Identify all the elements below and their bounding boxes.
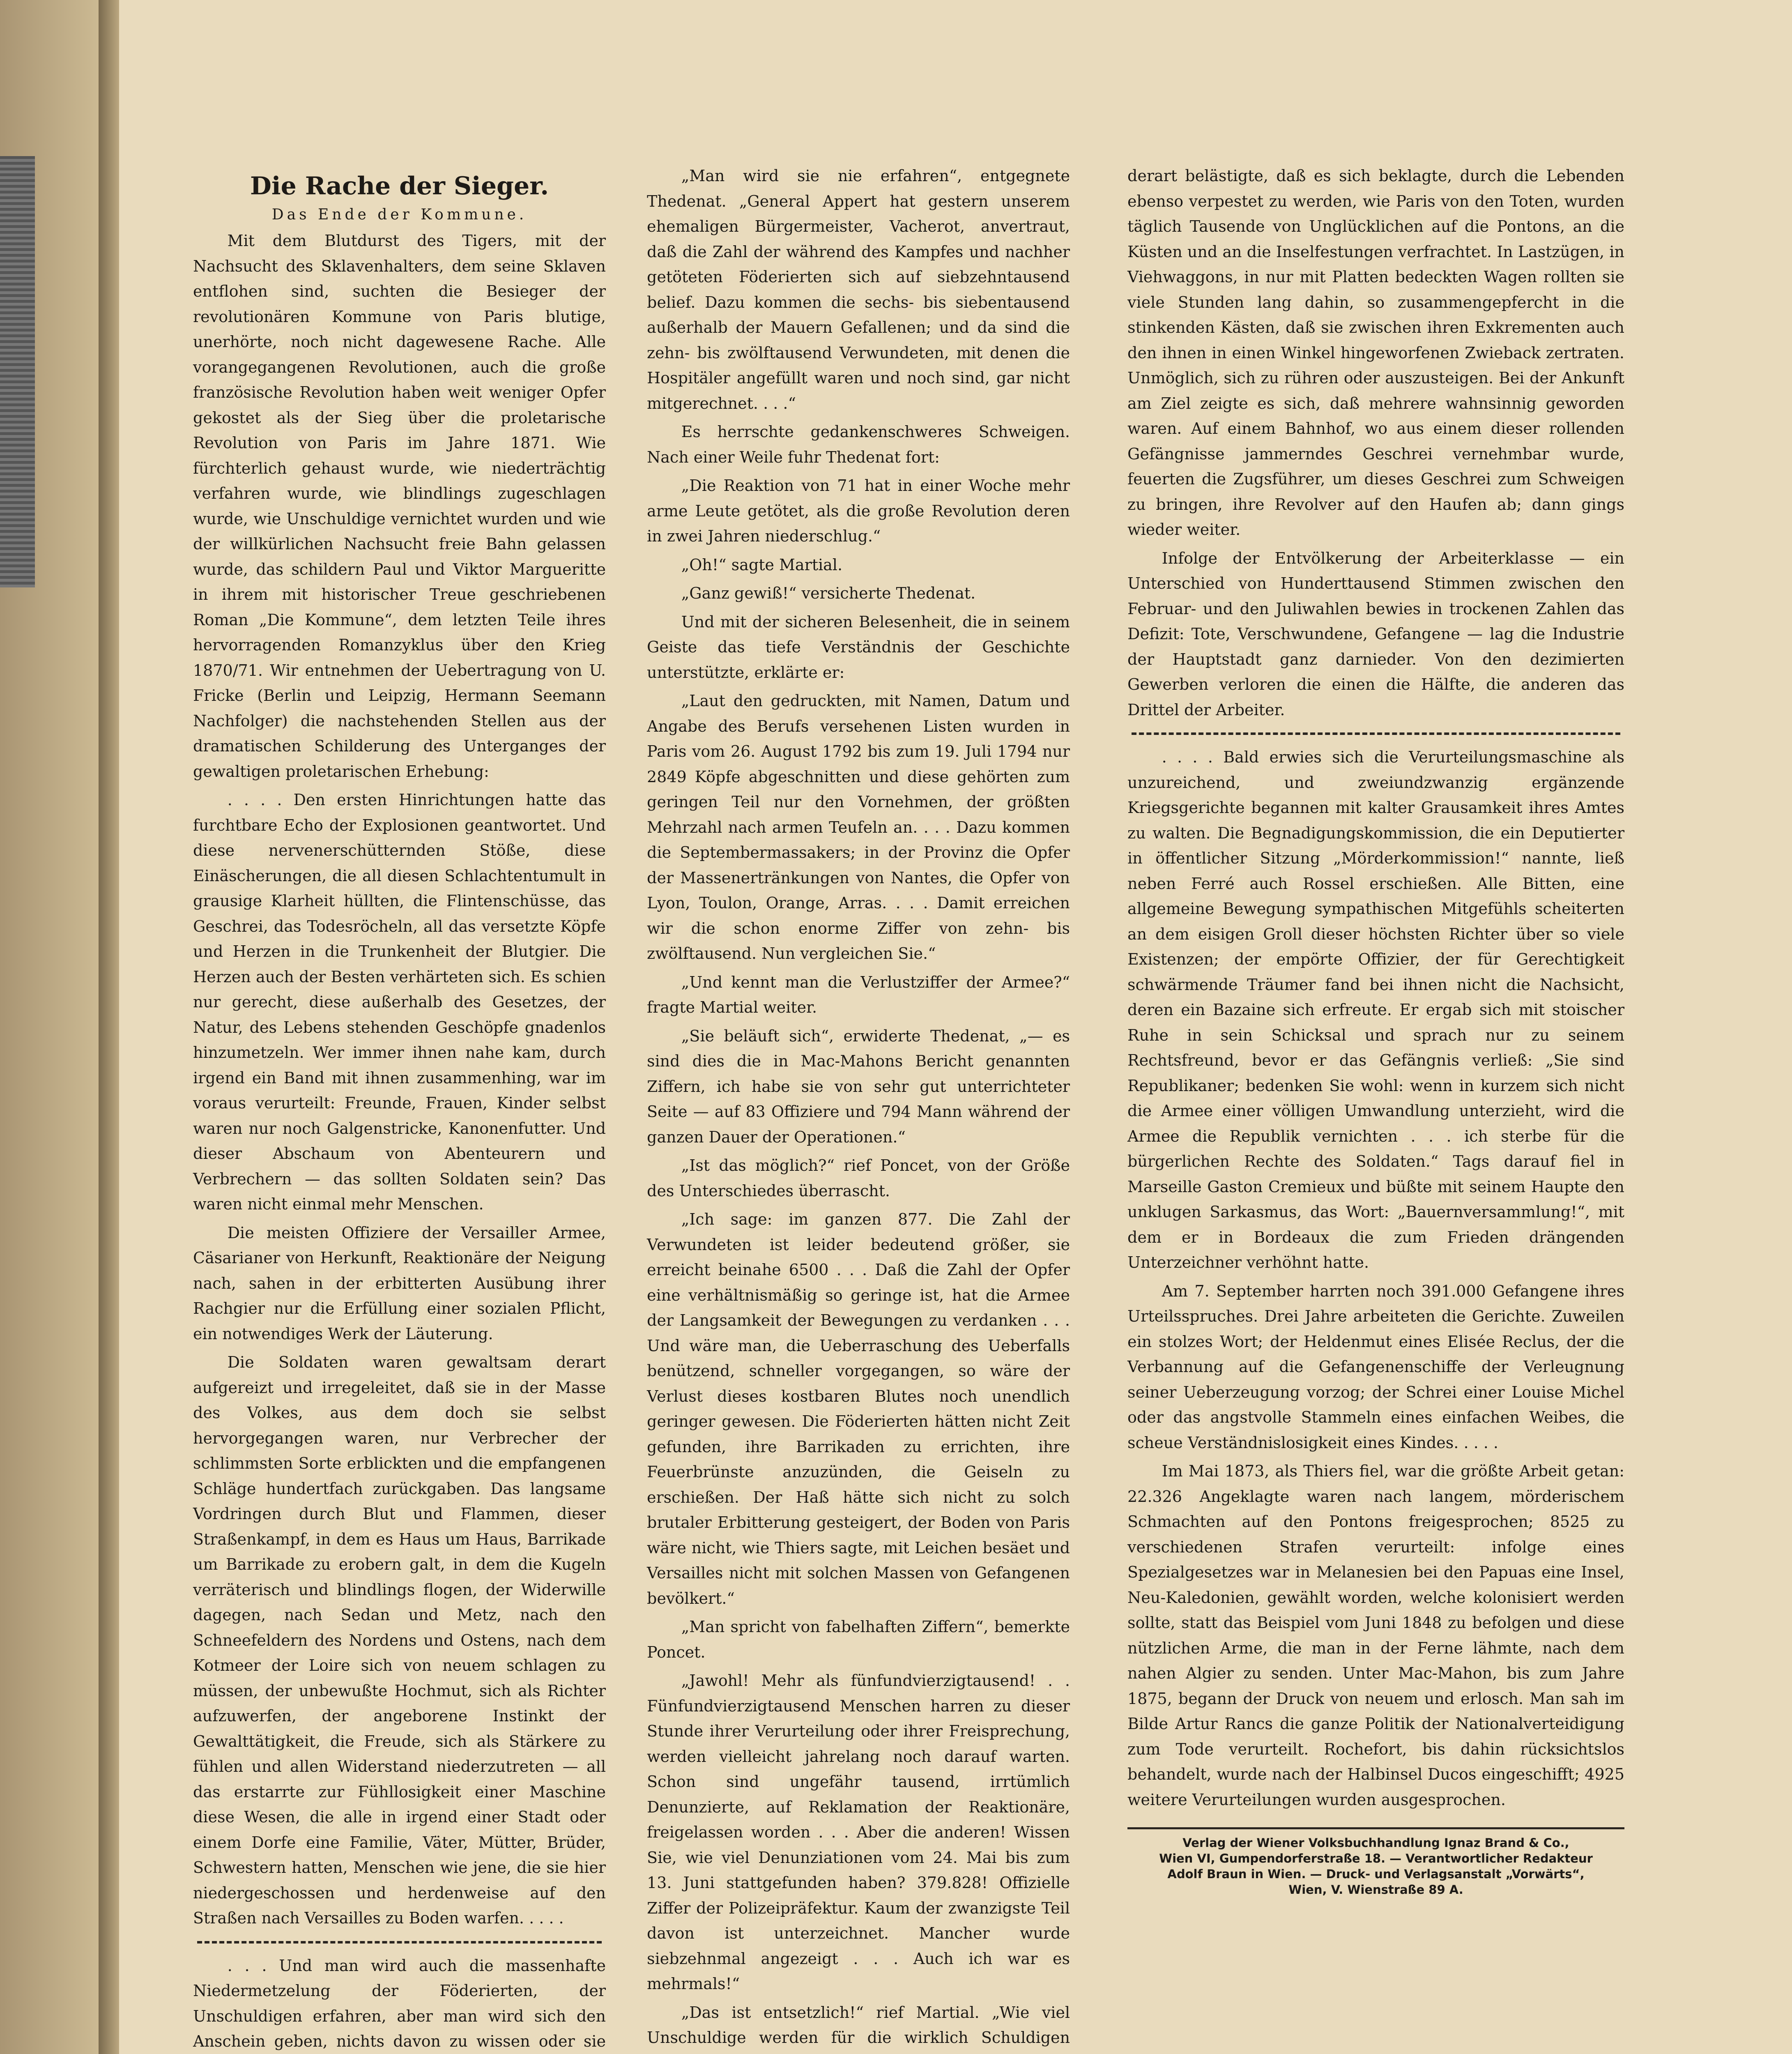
article-subtitle: Das Ende der Kommune. xyxy=(271,206,527,223)
paragraph: Infolge der Entvölkerung der Arbeiterklasse — ein Unterschied von Hunderttausend Stimmen zwischen den Februar- und den Juliwahlen bewies in trockenen Zahlen das Defizit: Tote, Verschwundene, Gefangene — lag die Industrie der Hauptstadt ganz darnieder. Von den dezimierten Gewerben verloren die einen die Hälfte, die anderen das Drittel der Arbeiter. xyxy=(1127,549,1624,719)
paragraph: „Ich sage: im ganzen 877. Die Zahl der Verwundeten ist leider bedeutend größer, sie erreicht beinahe 6500 . . . Daß die Zahl der Opfer eine verhältnismäßig so geringe ist, hat die Armee der Langsamkeit der Bewegungen zu verdanken . . . Und wäre man, die Ueberraschung des Ueberfalls benützend, schneller vorgegangen, so wäre der Verlust dieses kostbaren Blutes noch unendlich geringer gewesen. Die Föderierten hätten nicht Zeit gefunden, ihre Barrikaden zu errichten, ihre Feuerbrünste anzuzünden, die Geiseln zu erschießen. Der Haß hätte sich nicht zu solch brutaler Erbitterung gesteigert, der Boden von Paris wäre nicht, wie Thiers sagte, mit Leichen besäet und Versailles nicht mit solchen Massen von Gefangenen bevölkert.“ xyxy=(647,1210,1070,1607)
imprint-line: Wien VI, Gumpendorferstraße 18. — Verantwortlicher Redakteur xyxy=(1159,1851,1593,1865)
adjacent-page-image xyxy=(0,156,35,587)
paragraph: Die meisten Offiziere der Versailler Armee, Cäsarianer von Herkunft, Reaktionäre der Neigung nach, sahen in der erbitterten Ausübung ihrer Rachgier nur die Erfüllung einer sozialen Pflicht, ein notwendiges Werk der Läuterung. xyxy=(193,1223,606,1343)
section-separator xyxy=(197,1941,602,1943)
paragraph: „Sie beläuft sich“, erwiderte Thedenat, „— es sind dies die in Mac-Mahons Bericht genannten Ziffern, ich habe sie von sehr gut unterrichteter Seite — auf 83 Offiziere und 794 Mann während der ganzen Dauer der Operationen.“ xyxy=(647,1027,1070,1146)
paragraph: „Und kennt man die Verlustziffer der Armee?“ fragte Martial weiter. xyxy=(647,973,1070,1016)
paragraph: „Oh!“ sagte Martial. xyxy=(681,555,843,574)
paragraph: . . . . Bald erwies sich die Verurteilungsmaschine als unzureichend, und zweiundzwanzig ergänzende Kriegsgerichte begannen mit kalter Grausamkeit ihres Amtes zu walten. Die Begnadigungskommission, die ein Deputierter in öffentlicher Sitzung „Mörderkommission!“ nannte, ließ neben Ferré auch Rossel erschießen. Alle Bitten, eine allgemeine Bewegung sympathischen Mitgefühls scheiterten an dem eisigen Groll dieser höchsten Richter über so viele Existenzen; der empörte Offizier, der für Gerechtigkeit schwärmende Träumer fand bei ihnen nicht die Nachsicht, deren ein Bazaine sich erfreute. Er ergab sich mit stoischer Ruhe in sein Schicksal und sprach nur zu seinem Rechtsfreund, bevor er das Gefängnis verließ: „Sie sind Republikaner; bedenken Sie wohl: wenn in kurzem sich nicht die Armee einer völligen Umwandlung unterzieht, wird die Armee die Republik vernichten . . . ich sterbe für die bürgerlichen Rechte des Soldaten.“ Tags darauf fiel in Marseille Gaston Cremieux und büßte mit seinem Haupte den unklugen Sarkasmus, das Wort: „Bauernversammlung!“, mit dem er in Bordeaux die zum Frieden drängenden Unterzeichner verhöhnt hatte. xyxy=(1127,748,1624,1271)
paragraph: „Laut den gedruckten, mit Namen, Datum und Angabe des Berufs versehenen Listen wurden in Paris vom 26. August 1792 bis zum 19. Juli 1794 nur 2849 Köpfe abgeschnitten und diese gehörten zum geringen Teil nur den Vornehmen, der größten Mehrzahl nach armen Teufeln an. . . . Dazu kommen die Septembermassakers; in der Provinz die Opfer der Massenertränkungen von Nantes, die Opfer von Lyon, Toulon, Orange, Arras. . . . Damit erreichen wir die schon enorme Ziffer von zehn- bis zwölftausend. Nun vergleichen Sie.“ xyxy=(647,692,1070,963)
paragraph: „Die Reaktion von 71 hat in einer Woche mehr arme Leute getötet, als die große Revolution deren in zwei Jahren niederschlug.“ xyxy=(647,477,1070,545)
paragraph: „Man spricht von fabelhaften Ziffern“, bemerkte Poncet. xyxy=(647,1618,1070,1661)
paragraph: „Das ist entsetzlich!“ rief Martial. „Wie viel Unschuldige werden für die wirklich Schuldigen xyxy=(647,2003,1070,2047)
imprint-line: Wien, V. Wienstraße 89 A. xyxy=(1288,1883,1463,1897)
paragraph: Es herrschte gedankenschweres Schweigen. Nach einer Weile fuhr Thedenat fort: xyxy=(647,423,1070,466)
paragraph: Und mit der sicheren Belesenheit, die in seinem Geiste das tiefe Verständnis der Geschichte unterstützte, erklärte er: xyxy=(647,613,1070,682)
article-title: Die Rache der Sieger. xyxy=(250,172,549,200)
column-3 xyxy=(1127,0,1624,2054)
paragraph: . . . Und man wird auch die massenhafte Niedermetzelung der Föderierten, der Unschuldigen erfahren, aber man wird sich den Anschein geben, nichts davon zu wissen oder sie xyxy=(193,1956,606,2050)
section-separator xyxy=(1132,732,1620,735)
publisher-imprint xyxy=(1127,1835,1624,1897)
paragraph: derart belästigte, daß es sich beklagte, durch die Lebenden ebenso verpestet zu werden, wie Paris von den Toten, wurden täglich Tausende von Unglücklichen auf die Pontons, an die Küsten und an die Inselfestungen verfrachtet. In Lastzügen, in Viehwaggons, in nur mit Platten bedeckten Wagen rollten sie viele Stunden lang dahin, so zusammengepfercht in die stinkenden Kästen, daß sie zwischen ihren Exkrementen auch den ihnen in einen Winkel hingeworfenen Zwieback zertraten. Unmöglich, sich zu rühren oder auszusteigen. Bei der Ankunft am Ziel zeigte es sich, daß mehrere wahnsinnig geworden waren. Auf einem Bahnhof, wo aus einem dieser rollenden Gefängnisse jammerndes Geschrei vernehmbar wurde, feuerten die Zugsführer, um dieses Geschrei zum Schweigen zu bringen, ihre Revolver auf den Haufen ab; dann gings wieder weiter. xyxy=(1127,167,1624,539)
paragraph: „Ganz gewiß!“ versicherte Thedenat. xyxy=(681,584,976,602)
paragraph: „Ist das möglich?“ rief Poncet, von der Größe des Unterschiedes überrascht. xyxy=(647,1156,1070,1200)
column-1 xyxy=(193,0,606,2054)
imprint-line: Adolf Braun in Wien. — Druck- und Verlagsanstalt „Vorwärts“, xyxy=(1167,1867,1585,1881)
column-2 xyxy=(647,0,1070,2054)
paragraph: „Jawohl! Mehr als fünfundvierzigtausend! . . Fünfundvierzigtausend Menschen harren zu dieser Stunde ihrer Verurteilung oder ihrer Freisprechung, werden vielleicht jahrelang noch darauf warten. Schon sind ungefähr tausend, irrtümlich Denunzierte, auf Reklamation der Reaktionäre, freigelassen worden . . . Aber die anderen! Wissen Sie, wie viel Denunziationen vom 24. Mai bis zum 13. Juni stattgefunden haben? 379.828! Offizielle Ziffer der Polizeipräfektur. Kaum der zwanzigste Teil davon ist unterzeichnet. Mancher wurde siebzehnmal angezeigt . . . Auch ich war es mehrmals!“ xyxy=(647,1672,1070,1993)
paragraph: Am 7. September harrten noch 391.000 Gefangene ihres Urteilsspruches. Drei Jahre arbeiteten die Gerichte. Zuweilen ein stolzes Wort; der Heldenmut eines Elisée Reclus, der die Verbannung auf die Gefangenenschiffe der Verleugnung seiner Ueberzeugung vorzog; der Schrei einer Louise Michel oder das angstvolle Stammeln eines einfachen Weibes, die scheue Verständnislosigkeit eines Kindes. . . . . xyxy=(1127,1282,1624,1452)
imprint-rule xyxy=(1127,1827,1624,1829)
paragraph: Die Soldaten waren gewaltsam derart aufgereizt und irregeleitet, daß sie in der Masse des Volkes, aus dem doch sie selbst hervorgegangen waren, nur Verbrecher der schlimmsten Sorte erblickten und die empfangenen Schläge hundertfach zurückgaben. Das langsame Vordringen durch Blut und Flammen, dieser Straßenkampf, in dem es Haus um Haus, Barrikade um Barrikade zu erobern galt, in dem die Kugeln verräterisch und blindlings flogen, der Widerwille dagegen, nach Sedan und Metz, nach den Schneefeldern des Nordens und Ostens, nach dem Kotmeer der Loire sich von neuem schlagen zu müssen, der unbewußte Hochmut, sich als Richter aufzuwerfen, der angeborene Instinkt der Gewalttätigkeit, die Freude, sich als Stärkere zu fühlen und allen Widerstand niederzutreten — all das erstarrte zur Fühllosigkeit einer Maschine diese Wesen, die alle in irgend einer Stadt oder einem Dorfe eine Familie, Väter, Mütter, Brüder, Schwestern hatten, Menschen wie jene, die sie hier niedergeschossen und herdenweise auf den Straßen nach Versailles zu Boden warfen. . . . . xyxy=(193,1353,606,1927)
paragraph: . . . . Den ersten Hinrichtungen hatte das furchtbare Echo der Explosionen geantwortet. Und diese nervenerschütternden Stöße, diese Einäscherungen, die all diesen Schlachtentumult in grausige Klarheit hüllten, die Flintenschüsse, das Geschrei, das Todesröcheln, all das versetzte Köpfe und Herzen in die Trunkenheit der Blutgier. Die Herzen auch der Besten verhärteten sich. Es schien nur gerecht, diese außerhalb des Gesetzes, der Natur, des Lebens stehenden Geschöpfe gnadenlos hinzumetzeln. Wer immer ihnen nahe kam, durch irgend ein Band mit ihnen zusammenhing, war im voraus verurteilt: Freunde, Frauen, Kinder selbst waren nur noch Galgenstricke, Kanonenfutter. Und dieser Abschaum von Abenteurern und Verbrechern — das sollten Soldaten sein? Das waren nicht einmal mehr Menschen. xyxy=(193,791,606,1213)
imprint-line: Verlag der Wiener Volksbuchhandlung Ignaz Brand & Co., xyxy=(1182,1836,1569,1850)
paragraph: Im Mai 1873, als Thiers fiel, war die größte Arbeit getan: 22.326 Angeklagte waren nach langem, mörderischem Schmachten auf den Pontons freigesprochen; 8525 zu verschiedenen Strafen verurteilt: infolge eines Spezialgesetzes war in Melanesien bei den Papuas eine Insel, Neu-Kaledonien, gewählt worden, welche kolonisiert werden sollte, statt das Beispiel vom Juni 1848 zu befolgen und diese nützlichen Arme, die man in der Ferne lähmte, nach dem nahen Algier zu senden. Unter Mac-Mahon, bis zum Jahre 1875, begann der Druck von neuem und erlosch. Man sah im Bilde Artur Rancs die ganze Politik der Nationalverteidigung zum Tode verurteilt. Rochefort, bis dahin rücksichtslos behandelt, wurde nach der Halbinsel Ducos eingeschifft; 4925 weitere Verurteilungen wurden ausgesprochen. xyxy=(1127,1462,1624,1809)
paragraph: Mit dem Blutdurst des Tigers, mit der Nachsucht des Sklavenhalters, dem seine Sklaven entflohen sind, suchten die Besieger der revolutionären Kommune von Paris blutige, unerhörte, noch nicht dagewesene Rache. Alle vorangegangenen Revolutionen, auch die große französische Revolution haben weit weniger Opfer gekostet als der Sieg über die proletarische Revolution von Paris im Jahre 1871. Wie fürchterlich gehaust wurde, wie niederträchtig verfahren wurde, wie blindlings zugeschlagen wurde, wie Unschuldige vernichtet wurden und wie der willkürlichen Nachsucht freie Bahn gelassen wurde, das schildern Paul und Viktor Margueritte in ihrem mit historischer Treue geschriebenen Roman „Die Kommune“, dem letzten Teile ihres hervorragenden Romanzyklus über den Krieg 1870/71. Wir entnehmen der Uebertragung von U. Fricke (Berlin und Leipzig, Hermann Seemann Nachfolger) die nachstehenden Stellen aus der dramatischen Schilderung des Unterganges der gewaltigen proletarischen Erhebung: xyxy=(193,232,606,781)
paragraph: „Man wird sie nie erfahren“, entgegnete Thedenat. „General Appert hat gestern unserem ehemaligen Bürgermeister, Vacherot, anvertraut, daß die Zahl der während des Kampfes und nachher getöteten Föderierten sich auf siebzehntausend belief. Dazu kommen die sechs- bis siebentausend außerhalb der Mauern Gefallenen; und da sind die zehn- bis zwölftausend Verwundeten, mit denen die Hospitäler angefüllt waren und noch sind, gar nicht mitgerechnet. . . .“ xyxy=(647,167,1070,412)
